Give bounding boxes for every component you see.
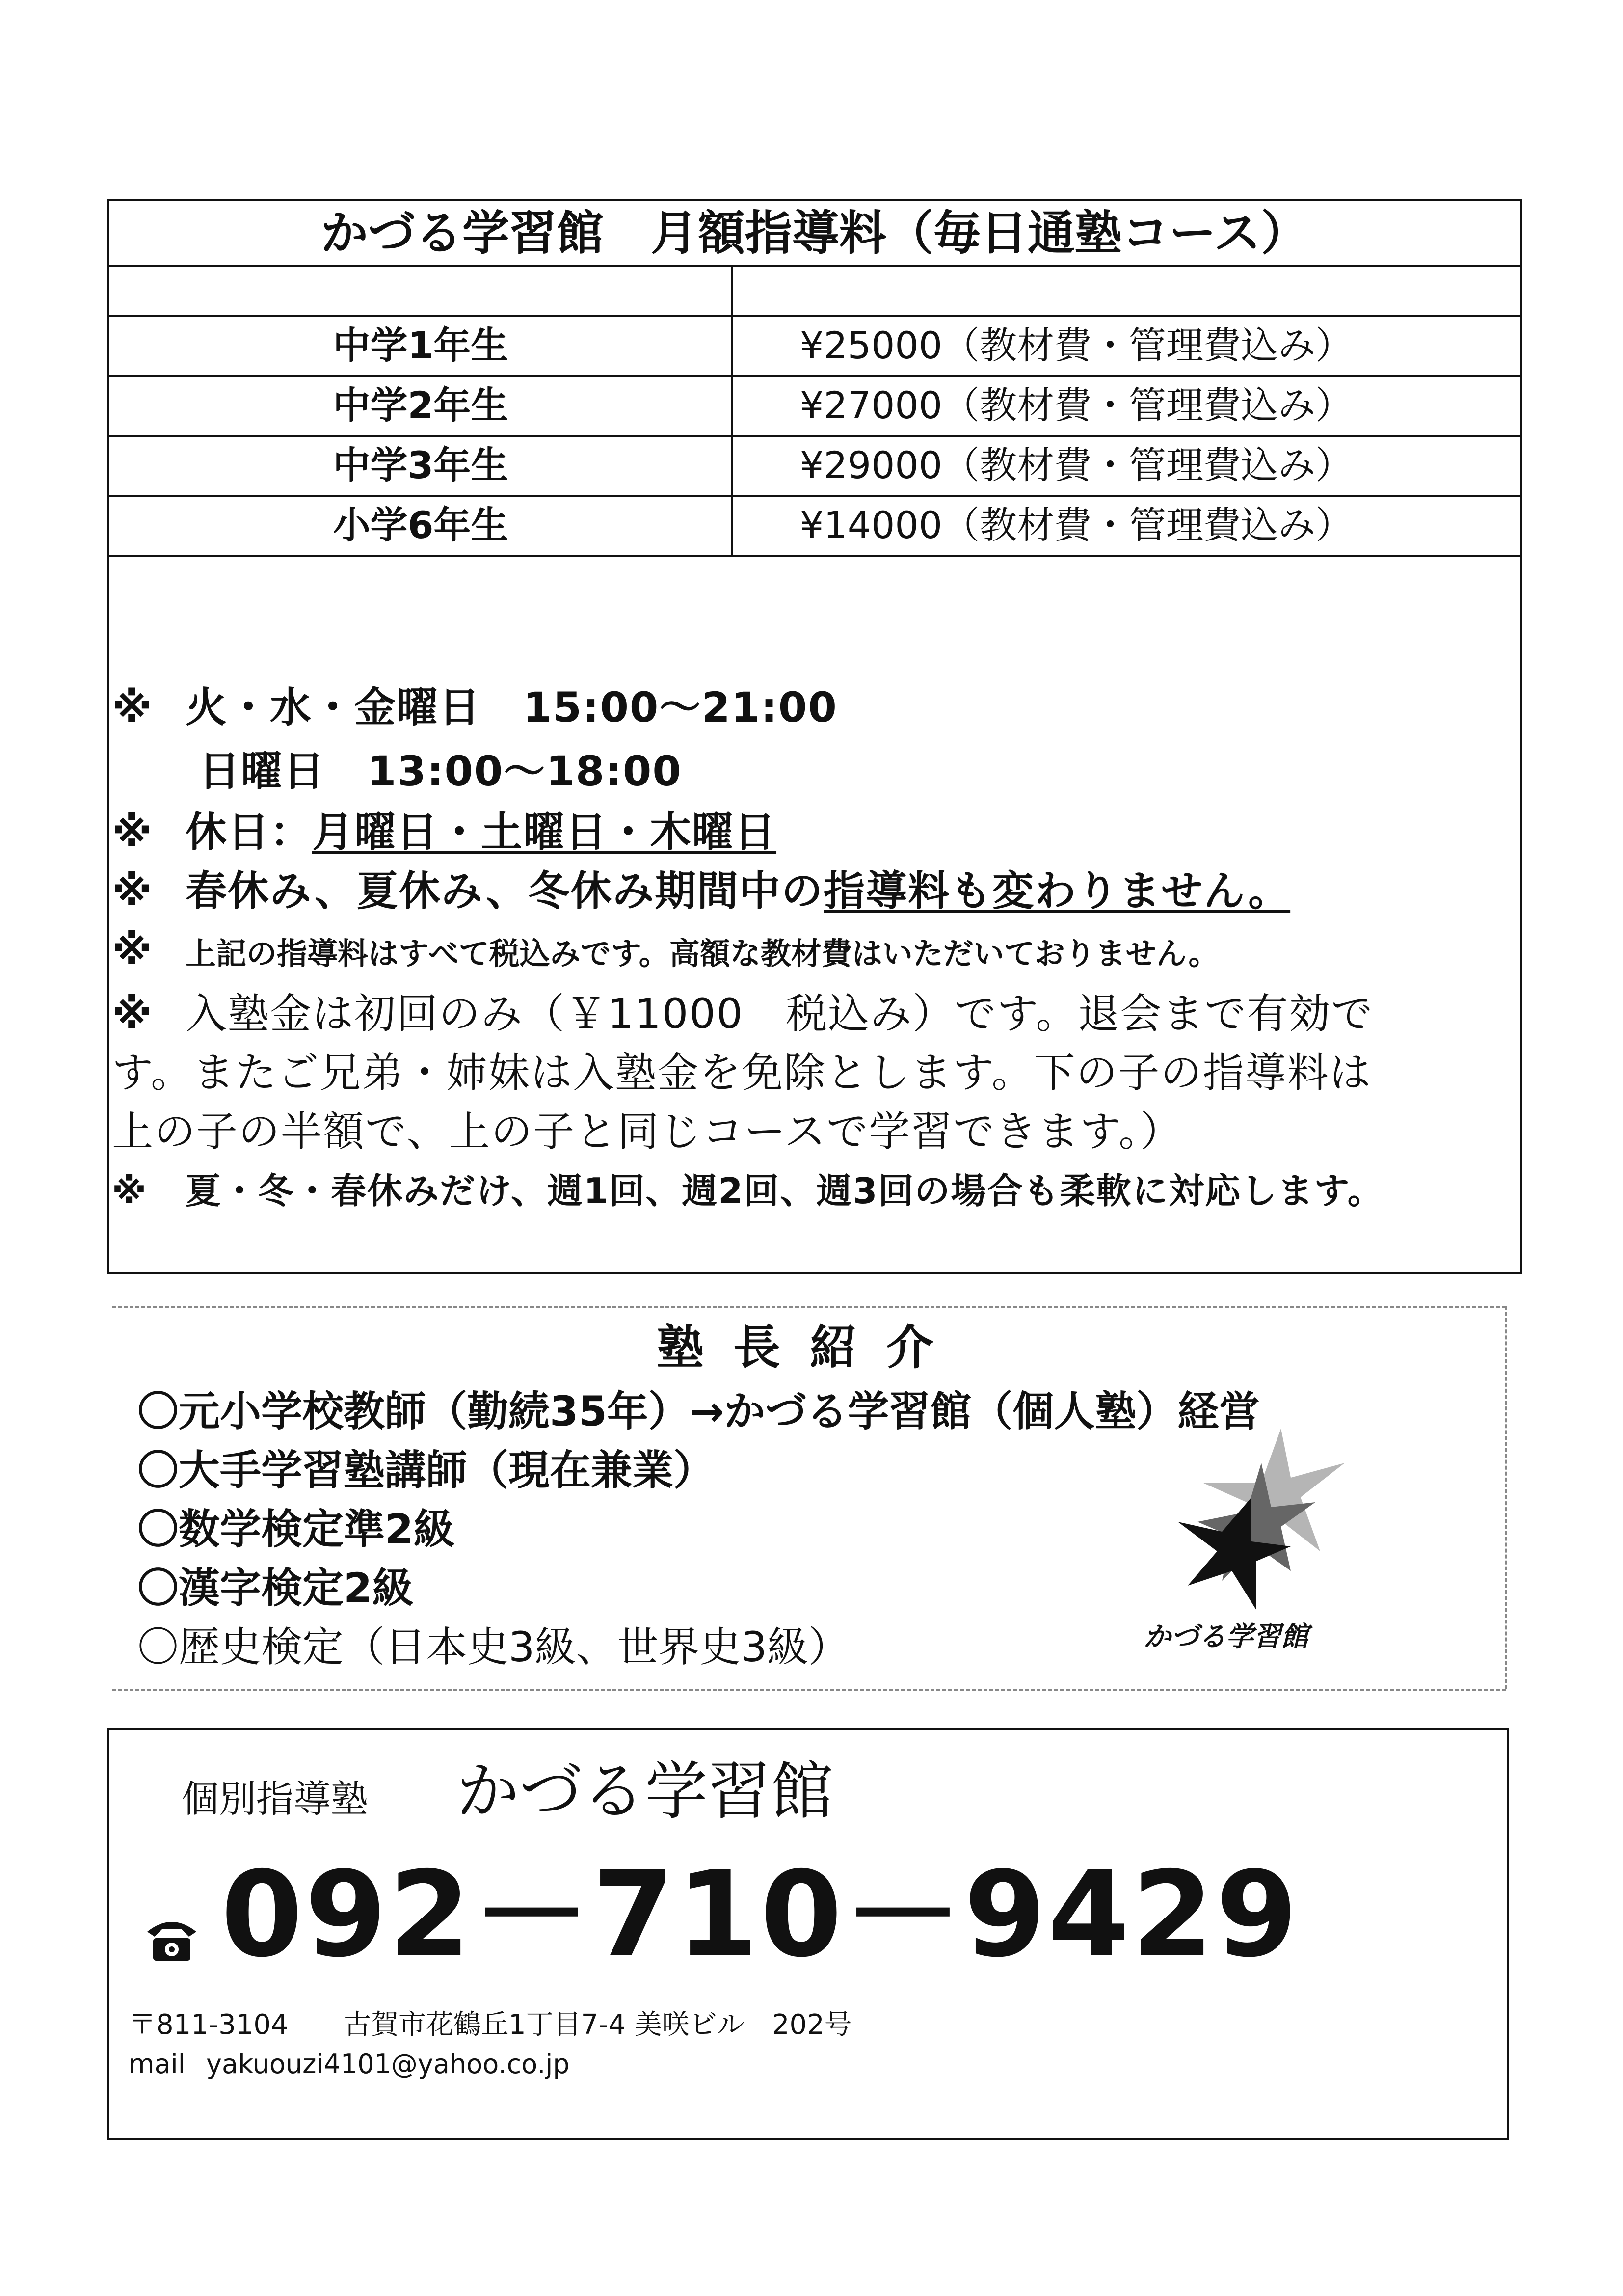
telephone-icon [142,1915,201,1964]
profile-item: 〇大手学習塾講師（現在兼業） [137,1446,715,1494]
phone-number[interactable]: 092－710－9429 [221,1846,1300,1983]
price-cell: ¥25000（教材費・管理費込み） [800,324,1353,367]
note-mark: ※ [112,808,153,856]
table-rule [107,265,1522,267]
price-cell: ¥29000（教材費・管理費込み） [800,443,1353,487]
holiday-label: 休日： [186,808,313,856]
profile-item: 〇数学検定準2級 [137,1505,455,1553]
tax-note-text: 上記の指導料はすべて税込みです。高額な教材費はいただいておりません。 [186,936,1219,972]
note-mark: ※ [112,990,153,1038]
star-logo-icon [1158,1424,1355,1620]
note-holiday [112,805,776,859]
vacation-underlined-text: 指導料も変わりません。 [824,867,1291,915]
profile-heading: 塾長紹介 [657,1320,963,1375]
grade-cell: 中学2年生 [333,383,508,427]
note-flexible [112,1166,1384,1216]
note-hours-weekday [112,680,838,734]
flexible-text: 夏・冬・春休みだけ、週1回、週2回、週3回の場合も柔軟に対応します。 [186,1170,1384,1212]
grade-cell: 中学3年生 [333,443,508,487]
entry-fee-line1: 入塾金は初回のみ（￥11000 税込み）です。退会まで有効で [186,990,1374,1038]
table-rule [107,315,1522,317]
address: 古賀市花鶴丘1丁目7-4 美咲ビル 202号 [344,2009,852,2041]
note-vacation [112,864,1290,918]
email-link[interactable]: yakuouzi4101@yahoo.co.jp [206,2049,570,2080]
price-cell: ¥14000（教材費・管理費込み） [800,503,1353,547]
hours-weekday-text: 火・水・金曜日 15:00〜21:00 [186,683,838,731]
vacation-text: 春休み、夏休み、冬休み期間中の [186,867,824,915]
grade-cell: 小学6年生 [333,503,508,547]
table-rule [107,495,1522,497]
entry-fee-line2: す。またご兄弟・姉妹は入塾金を免除とします。下の子の指導料は [112,1049,1372,1097]
note-mark: ※ [112,926,152,974]
table-rule [107,375,1522,377]
holiday-days: 月曜日・土曜日・木曜日 [312,808,777,856]
grade-cell: 中学1年生 [333,324,508,367]
entry-fee-line3: 上の子の半額で、上の子と同じコースで学習できます。） [112,1107,1183,1156]
profile-border-bottom [112,1689,1506,1691]
logo-text: かづる学習館 [1144,1621,1308,1653]
note-tax [112,928,1219,976]
school-type-label: 個別指導塾 [182,1777,368,1821]
school-name: かづる学習館 [456,1755,834,1828]
profile-border-top [112,1306,1506,1308]
profile-item: 〇元小学校教師（勤続35年）→かづる学習館（個人塾）経営 [137,1387,1260,1435]
profile-border-right [1505,1306,1507,1689]
table-rule [107,555,1522,557]
mail-label: mail [129,2049,186,2080]
profile-item: 〇歴史検定（日本史3級、世界史3級） [137,1623,850,1671]
fee-table-title: かづる学習館 月額指導料（毎日通塾コース） [320,206,1308,261]
price-cell: ¥27000（教材費・管理費込み） [800,383,1353,427]
note-entry-fee [112,987,1374,1041]
note-hours-sunday: 日曜日 13:00〜18:00 [199,747,682,795]
postal-code: 〒811-3104 [129,2009,289,2041]
note-mark: ※ [112,683,153,731]
note-mark: ※ [112,867,153,915]
table-rule [107,435,1522,437]
note-mark: ※ [112,1170,147,1212]
profile-item: 〇漢字検定2級 [137,1564,414,1612]
